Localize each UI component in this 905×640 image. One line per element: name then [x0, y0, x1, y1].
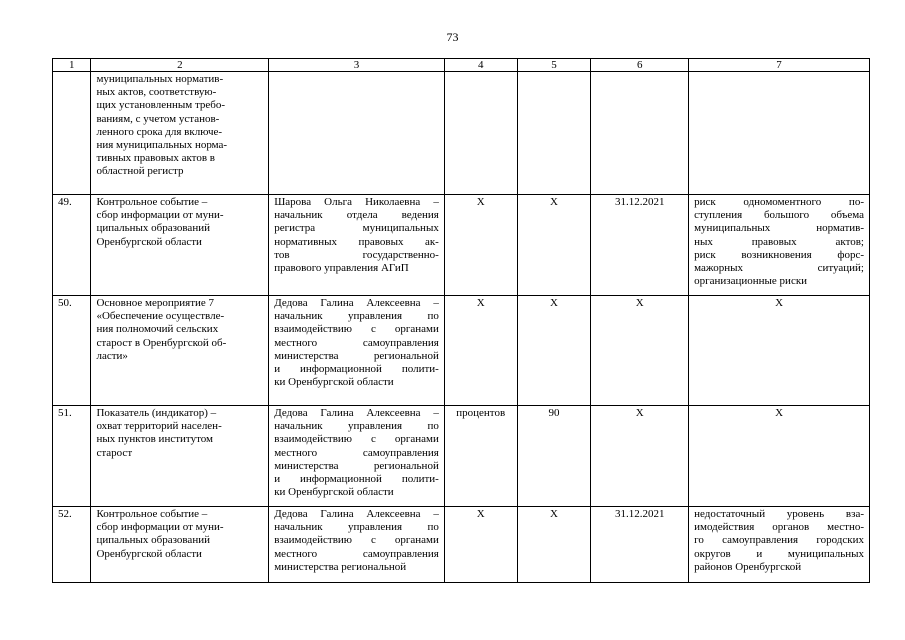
cell-text-line: Оренбургской области — [96, 547, 202, 560]
value-cell: Х — [517, 296, 591, 406]
risks-cell — [689, 72, 870, 195]
table-row — [53, 195, 870, 296]
table-row — [53, 72, 870, 195]
cell-text-line: недостаточный уровень вза- — [694, 508, 864, 520]
cell-text-line: старост — [96, 446, 133, 459]
cell-text-line: Оренбургской области — [96, 235, 202, 248]
cell-text-line: муниципальных норматив- — [694, 222, 864, 235]
responsible-person-cell — [269, 195, 445, 296]
cell-text-line: Показатель (индикатор) – — [96, 407, 217, 419]
row-number-cell — [53, 72, 91, 195]
table-row — [53, 406, 870, 507]
cell-text-line: риск одномоментного по- — [694, 196, 864, 208]
cell-text-line: риск возникновения форс- — [694, 248, 864, 261]
cell-text-line: нормативных правовых ак- — [274, 235, 439, 248]
cell-text-line: Шарова Ольга Николаевна – — [274, 196, 439, 208]
cell-text-line: ципальных образований — [96, 222, 210, 235]
cell-text-line: Дедова Галина Алексеевна – — [274, 297, 439, 309]
cell-text-line: ния полномочий сельских — [96, 323, 219, 336]
row-number-cell: 49. — [53, 195, 91, 296]
responsible-person-cell — [269, 507, 445, 583]
event-description-cell — [91, 507, 269, 583]
event-description-cell — [91, 72, 269, 195]
table-row — [53, 296, 870, 406]
cell-text-line: организационные риски — [694, 275, 808, 288]
cell-text-line: и информационной полити- — [274, 473, 439, 486]
column-header: 3 — [269, 59, 445, 72]
cell-text-line: начальник управления по — [274, 310, 439, 323]
cell-text-line: районов Оренбургской — [694, 560, 802, 573]
cell-text-line: правового управления АГиП — [274, 262, 409, 275]
cell-text-line: местного самоуправления — [274, 446, 439, 459]
cell-text-line: ваниям, с учетом установ- — [96, 112, 220, 125]
table-row — [53, 507, 870, 583]
table-header-row — [53, 59, 870, 72]
cell-text-line: начальник управления по — [274, 521, 439, 534]
cell-text-line: имодействия органов местно- — [694, 521, 864, 534]
deadline-cell: Х — [591, 296, 689, 406]
cell-text-line: ных правовых актов; — [694, 235, 864, 248]
deadline-cell: Х — [591, 406, 689, 507]
cell-text-line: регистра муниципальных — [274, 222, 439, 235]
cell-text-line: охват территорий населен- — [96, 420, 222, 433]
event-description-cell — [91, 406, 269, 507]
value-cell: Х — [517, 195, 591, 296]
cell-text-line: министерства региональной — [274, 560, 407, 573]
unit-cell: Х — [444, 507, 517, 583]
cell-text-line: Дедова Галина Алексеевна – — [274, 508, 439, 520]
deadline-cell — [591, 72, 689, 195]
cell-text-line: взаимодействию с органами — [274, 534, 439, 547]
unit-cell: процентов — [444, 406, 517, 507]
row-number-cell: 52. — [53, 507, 91, 583]
value-cell: 90 — [517, 406, 591, 507]
risks-cell: Х — [689, 296, 870, 406]
column-header: 1 — [53, 59, 91, 72]
cell-text-line: ки Оренбургской области — [274, 486, 394, 499]
cell-text-line: местного самоуправления — [274, 547, 439, 560]
value-cell — [517, 72, 591, 195]
cell-text-line: сбор информации от муни- — [96, 521, 224, 534]
cell-text-line: Контрольное событие – — [96, 196, 208, 208]
cell-text-line: щих установленным требо- — [96, 99, 226, 112]
page-number: 73 — [446, 30, 459, 44]
cell-text-line: округов и муниципальных — [694, 547, 864, 560]
cell-text-line: министерства региональной — [274, 349, 439, 362]
cell-text-line: министерства региональной — [274, 459, 439, 472]
unit-cell: Х — [444, 195, 517, 296]
cell-text-line: мажорных ситуаций; — [694, 262, 864, 275]
event-description-cell — [91, 296, 269, 406]
deadline-cell: 31.12.2021 — [591, 507, 689, 583]
cell-text-line: ки Оренбургской области — [274, 376, 394, 389]
column-header: 2 — [91, 59, 269, 72]
responsible-person-cell — [269, 406, 445, 507]
cell-text-line: ния муниципальных норма- — [96, 139, 228, 152]
cell-text-line: Контрольное событие – — [96, 508, 208, 520]
responsible-person-cell — [269, 296, 445, 406]
cell-text-line: областной регистр — [96, 165, 184, 178]
cell-text-line: Дедова Галина Алексеевна – — [274, 407, 439, 419]
document-table — [52, 58, 870, 583]
cell-text-line: муниципальных норматив- — [96, 73, 224, 85]
column-header: 7 — [689, 59, 870, 72]
event-description-cell — [91, 195, 269, 296]
column-header: 4 — [444, 59, 517, 72]
cell-text-line: ленного срока для включе- — [96, 125, 223, 138]
row-number-cell: 50. — [53, 296, 91, 406]
cell-text-line: и информационной полити- — [274, 363, 439, 376]
risks-cell — [689, 195, 870, 296]
unit-cell: Х — [444, 296, 517, 406]
cell-text-line: старост в Оренбургской об- — [96, 336, 227, 349]
row-number-cell: 51. — [53, 406, 91, 507]
cell-text-line: начальник управления по — [274, 420, 439, 433]
cell-text-line: взаимодействию с органами — [274, 433, 439, 446]
cell-text-line: го самоуправления городских — [694, 534, 864, 547]
risks-cell — [689, 507, 870, 583]
cell-text-line: местного самоуправления — [274, 336, 439, 349]
cell-text-line: начальник отдела ведения — [274, 209, 439, 222]
cell-text-line: ципальных образований — [96, 534, 210, 547]
deadline-cell: 31.12.2021 — [591, 195, 689, 296]
cell-text-line: ступления большого объема — [694, 209, 864, 222]
unit-cell — [444, 72, 517, 195]
cell-text-line: взаимодействию с органами — [274, 323, 439, 336]
column-header: 5 — [517, 59, 591, 72]
responsible-person-cell — [269, 72, 445, 195]
cell-text-line: Основное мероприятие 7 — [96, 297, 215, 309]
cell-text-line: сбор информации от муни- — [96, 209, 224, 222]
column-header: 6 — [591, 59, 689, 72]
cell-text-line: ных актов, соответствую- — [96, 86, 217, 99]
cell-text-line: «Обеспечение осуществле- — [96, 310, 225, 323]
risks-cell: Х — [689, 406, 870, 507]
cell-text-line: ных пунктов институтом — [96, 433, 213, 446]
cell-text-line: тов государственно- — [274, 248, 439, 261]
value-cell: Х — [517, 507, 591, 583]
cell-text-line: тивных правовых актов в — [96, 152, 215, 165]
cell-text-line: ласти» — [96, 349, 128, 362]
